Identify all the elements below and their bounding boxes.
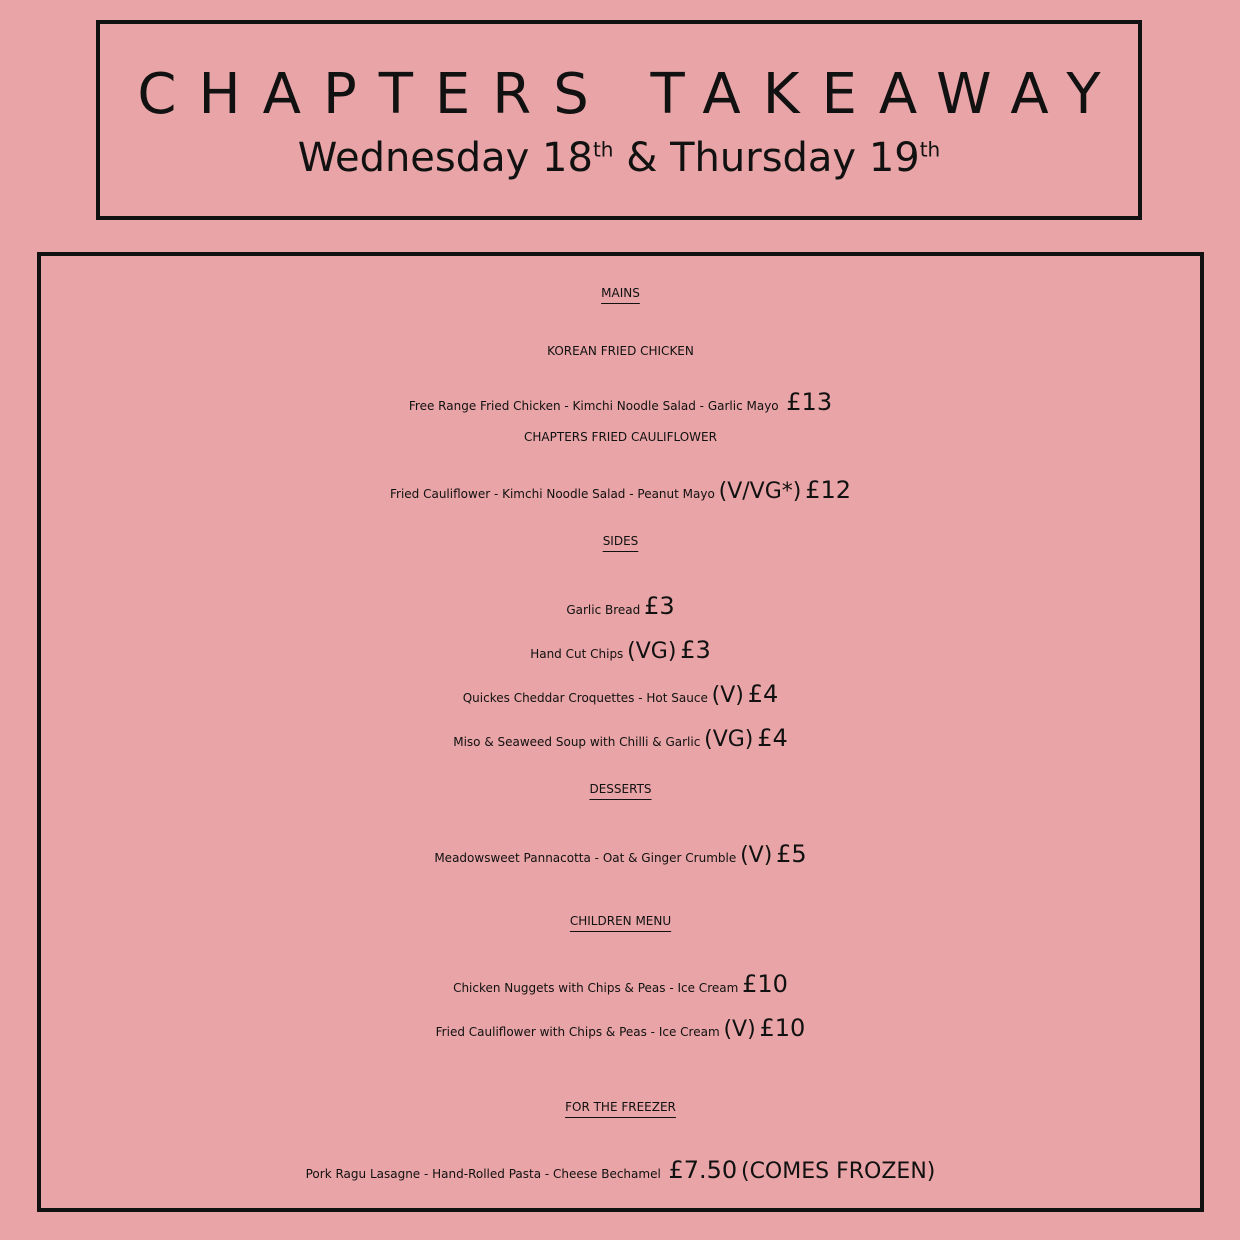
- sides-item-price: £3: [680, 636, 711, 664]
- sides-item-tag: (VG): [627, 639, 677, 664]
- menu-dates: [100, 135, 1138, 181]
- children-heading: CHILDREN MENU: [569, 914, 672, 928]
- children-item-1: [41, 970, 1200, 998]
- sides-item-desc: Garlic Bread: [566, 603, 641, 617]
- sides-item-desc: Miso & Seaweed Soup with Chilli & Garlic: [453, 735, 701, 749]
- mains-item-2-name: CHAPTERS FRIED CAULIFLOWER: [524, 430, 717, 444]
- desserts-item-1-desc: Meadowsweet Pannacotta - Oat & Ginger Crumble: [434, 851, 737, 865]
- mains-item-2: [41, 476, 1200, 504]
- children-item-1-desc: Chicken Nuggets with Chips & Peas - Ice Cream: [453, 981, 739, 995]
- sides-item: [41, 680, 1200, 708]
- freezer-heading: FOR THE FREEZER: [565, 1100, 676, 1114]
- sides-item: [41, 592, 1200, 620]
- freezer-item-1-desc: Pork Ragu Lasagne - Hand-Rolled Pasta - Cheese Bechamel: [305, 1167, 661, 1181]
- mains-item-2-tag: (V/VG*): [718, 479, 802, 504]
- sides-item-price: £4: [747, 680, 779, 708]
- mains-item-2-desc: Fried Cauliflower - Kimchi Noodle Salad - Peanut Mayo: [389, 487, 715, 501]
- children-item-2-tag: (V): [723, 1017, 756, 1042]
- date-wednesday: Wednesday 18: [297, 135, 593, 181]
- mains-item-1-price: £13: [786, 388, 833, 416]
- desserts-heading: DESSERTS: [589, 782, 652, 796]
- sides-item-tag: (V): [711, 683, 744, 708]
- mains-item-1-name: KOREAN FRIED CHICKEN: [547, 344, 694, 358]
- sides-item-desc: Hand Cut Chips: [530, 647, 624, 661]
- sides-item-price: £3: [644, 592, 675, 620]
- children-item-2: [41, 1014, 1200, 1042]
- desserts-item-1-tag: (V): [740, 843, 773, 868]
- mains-item-1: [41, 388, 1200, 416]
- date-suffix-2: th: [919, 137, 941, 162]
- header-box: [96, 20, 1142, 220]
- mains-item-2-price: £12: [805, 476, 852, 504]
- sides-item-desc: Quickes Cheddar Croquettes - Hot Sauce: [462, 691, 708, 705]
- freezer-item-1-note: (COMES FROZEN): [740, 1159, 936, 1184]
- date-thursday: & Thursday 19: [613, 135, 920, 181]
- sides-item-price: £4: [757, 724, 788, 752]
- sides-item: [41, 724, 1200, 752]
- menu-title: CHAPTERS TAKEAWAY: [137, 62, 1123, 127]
- children-item-2-desc: Fried Cauliflower with Chips & Peas - Ice Cream: [435, 1025, 720, 1039]
- desserts-item-1: [41, 840, 1200, 868]
- mains-item-1-desc: Free Range Fried Chicken - Kimchi Noodle Salad - Garlic Mayo: [408, 399, 779, 413]
- desserts-item-1-price: £5: [776, 840, 807, 868]
- children-item-1-price: £10: [742, 970, 788, 998]
- menu-box: [37, 252, 1204, 1212]
- sides-heading: SIDES: [602, 534, 639, 548]
- freezer-item-1: [41, 1156, 1200, 1184]
- children-item-2-price: £10: [759, 1014, 806, 1042]
- sides-item-tag: (VG): [704, 727, 754, 752]
- freezer-item-1-price: £7.50: [668, 1156, 738, 1184]
- date-suffix-1: th: [592, 137, 614, 162]
- sides-item: [41, 636, 1200, 664]
- mains-heading: MAINS: [601, 286, 640, 300]
